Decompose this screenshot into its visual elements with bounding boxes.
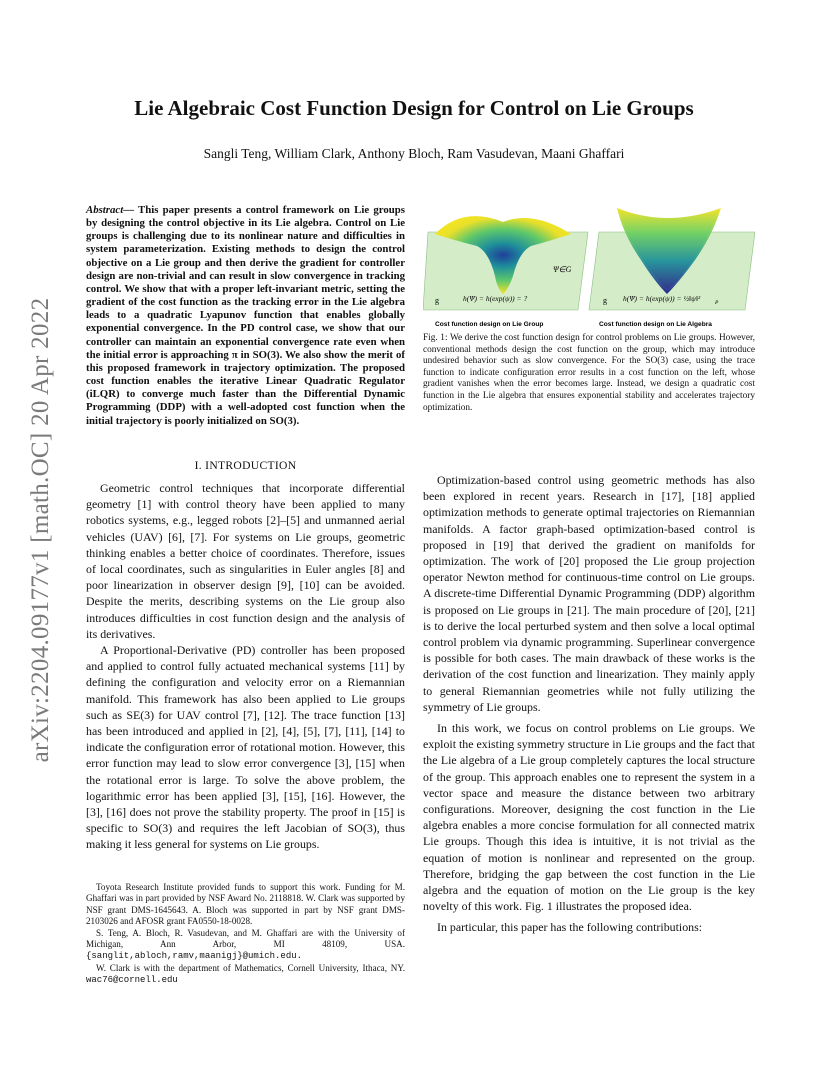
left-panel-caption: Cost function design on Lie Group	[435, 321, 544, 328]
right-paragraph-3: In particular, this paper has the following contributions:	[437, 920, 703, 935]
footnote-cornell-text: W. Clark is with the department of Mathematics, Cornell University, Ithaca, NY.	[96, 962, 405, 973]
arxiv-identifier-text: arXiv:2204.09177v1 [math.OC] 20 Apr 2022	[27, 297, 54, 763]
abstract	[86, 204, 405, 428]
footnote-michigan-text: S. Teng, A. Bloch, R. Vasudevan, and M. Ghaffari are with the University of Michigan, Ann Arbor, MI 48109, USA.	[86, 927, 405, 950]
paper-authors: Sangli Teng, William Clark, Anthony Bloch, Ram Vasudevan, Maani Ghaffari	[203, 146, 625, 161]
figure-1-illustration	[423, 204, 755, 328]
footnotes	[86, 882, 405, 987]
intro-paragraph-1: Geometric control techniques that incorporate differential geometry [1] with control theory have been applied to many robotics systems, e.g., legged robots [2]–[5] and unmanned aerial vehicles (UAV) [6], [7]. For systems on Lie groups, geometric thinking enables a better choice of coordinates. Therefore, issues of local coordinates, such as singularities in Euler angles [8] and poor linearization in observer design [9], [10] can be avoided. Despite the merits, describing systems on the Lie group also introduces difficulties in cost function design and the analysis of its derivatives.	[86, 481, 405, 641]
group-element-label: Ψ∈G	[553, 265, 572, 274]
right-paragraph-1: Optimization-based control using geometric methods has also been explored in recent years. Research in [17], [18] applied optimization methods to generate optimal trajectories on Riemannian manifolds. A factor graph-based optimization-based control is proposed in [19] that derived the gradient on manifolds for optimization. The work of [20] proposed the Lie group projection operator Newton method for continuous-time control on Lie groups. A discrete-time Differential Dynamic Programming (DDP) algorithm is proposed on Lie groups in [21]. The main procedure of [20], [21] is to derive the local perturbed system and then solve a local optimal control problem via dynamic programming. Superlinear convergence is possible for both cases. The main drawback of these works is the derivation of the cost function and linearization. They mainly apply to general Riemannian geometries while not fully utilizing the symmetry of Lie groups.	[423, 473, 755, 714]
footnote-cornell-email: wac76@cornell.edu	[86, 975, 178, 986]
paper-title: Lie Algebraic Cost Function Design for Control on Lie Groups	[134, 96, 694, 120]
right-column-text	[423, 472, 755, 936]
abstract-text: This paper presents a control framework on Lie groups by designing the control objective in its Lie algebra. Control on Lie groups is challenging due to its nonlinear nature and difficulties in system parameterization. Existing methods to design the control objective on a Lie group and then derive the gradient for controller design are non-trivial and can result in slow convergence in tracking control. We show that with a proper left-invariant metric, setting the gradient of the cost function as the tracking error in the Lie algebra leads to a quadratic Lyapunov function that enables globally exponential convergence. In the PD control case, we show that our controller can maintain an exponential convergence rate even when the initial error is approaching π in SO(3). We also show the merit of this proposed framework in trajectory optimization. The proposed cost function enables the iterative Linear Quadratic Regulator (iLQR) to converge much faster than the Differential Dynamic Programming (DDP) with a well-adopted cost function when the initial trajectory is poorly initialized on SO(3).	[86, 204, 405, 427]
footnote-funding: Toyota Research Institute provided funds to support this work. Funding for M. Ghaffari was in part provided by NSF Award No. 2118818. W. Clark was supported by NSF grant DMS-1645643. A. Bloch was supported in part by NSF grant DMS-2103026 and AFOSR grant FA0550-18-0028.	[86, 882, 405, 927]
left-cost-formula: h(Ψ) = h(exp(ψ)) = ?	[463, 294, 528, 303]
footnote-affiliation-michigan	[86, 928, 405, 963]
right-cost-formula-subscript: P	[715, 300, 719, 306]
arxiv-identifier	[18, 250, 64, 810]
right-paragraph-2: In this work, we focus on control problems on Lie groups. We exploit the existing symmetry structure in Lie groups and the fact that the Lie algebra of a Lie group completely captures the local structure of the group. This approach enables one to represent the system in a vector space and measure the distance between two arbitrary configurations. Moreover, designing the cost function in the Lie algebra enables a more concise formulation for all connected matrix Lie groups. Though this idea is intuitive, it is not trivial as the equation of motion is nonlinear and represented on the group. Therefore, bridging the gap between the cost function in the Lie algebra and the equation of motion on the Lie group is the key novelty of this work. Fig. 1 illustrates the proposed idea.	[423, 721, 755, 914]
section-heading-introduction: I. INTRODUCTION	[194, 459, 297, 472]
right-panel-caption: Cost function design on Lie Algebra	[599, 321, 712, 328]
figure-1-caption: Fig. 1: We derive the cost function design for control problems on Lie groups. However, conventional methods design the cost function on the group, which may introduce undesired behavior such as slow convergence. For the SO(3) case, using the trace function to indicate configuration error results in a cost function on the left, whose gradient vanishes when the error becomes large. Instead, we design a quadratic cost function in the Lie algebra that ensures exponential stability and accelerates trajectory optimization.	[423, 333, 755, 413]
right-cost-formula: h(Ψ) = h(exp(ψ)) = ½‖ψ‖²	[623, 294, 701, 303]
figure-1	[423, 204, 755, 328]
introduction-text	[86, 480, 405, 853]
lie-algebra-symbol-right: g	[603, 296, 607, 305]
footnote-affiliation-cornell	[86, 963, 405, 987]
intro-paragraph-2: A Proportional-Derivative (PD) controller has been proposed and applied to control fully actuated mechanical systems [11] by defining the configuration and velocity error on a Riemannian manifold. This framework has also been applied to Lie groups such as SE(3) for UAV control [7], [12]. The trace function [13] has been introduced and applied in [2], [4], [5], [7], [11], [14] to indicate the configuration error of rotational motion. However, this error function may lead to slow error convergence [3], [15] when the rotational error is large. To solve the above problem, the logarithmic error has been applied [3], [15], [16]. However, the [3], [16] does not prove the stability property. The proof in [15] is specific to SO(3) and requires the left Jacobian of SO(3), thus making it less general for systems on Lie groups.	[86, 643, 405, 852]
abstract-label: Abstract—	[86, 204, 134, 216]
footnote-michigan-email: {sanglit,abloch,ramv,maanigj}@umich.edu.	[86, 951, 303, 962]
lie-algebra-symbol-left: g	[435, 296, 439, 305]
